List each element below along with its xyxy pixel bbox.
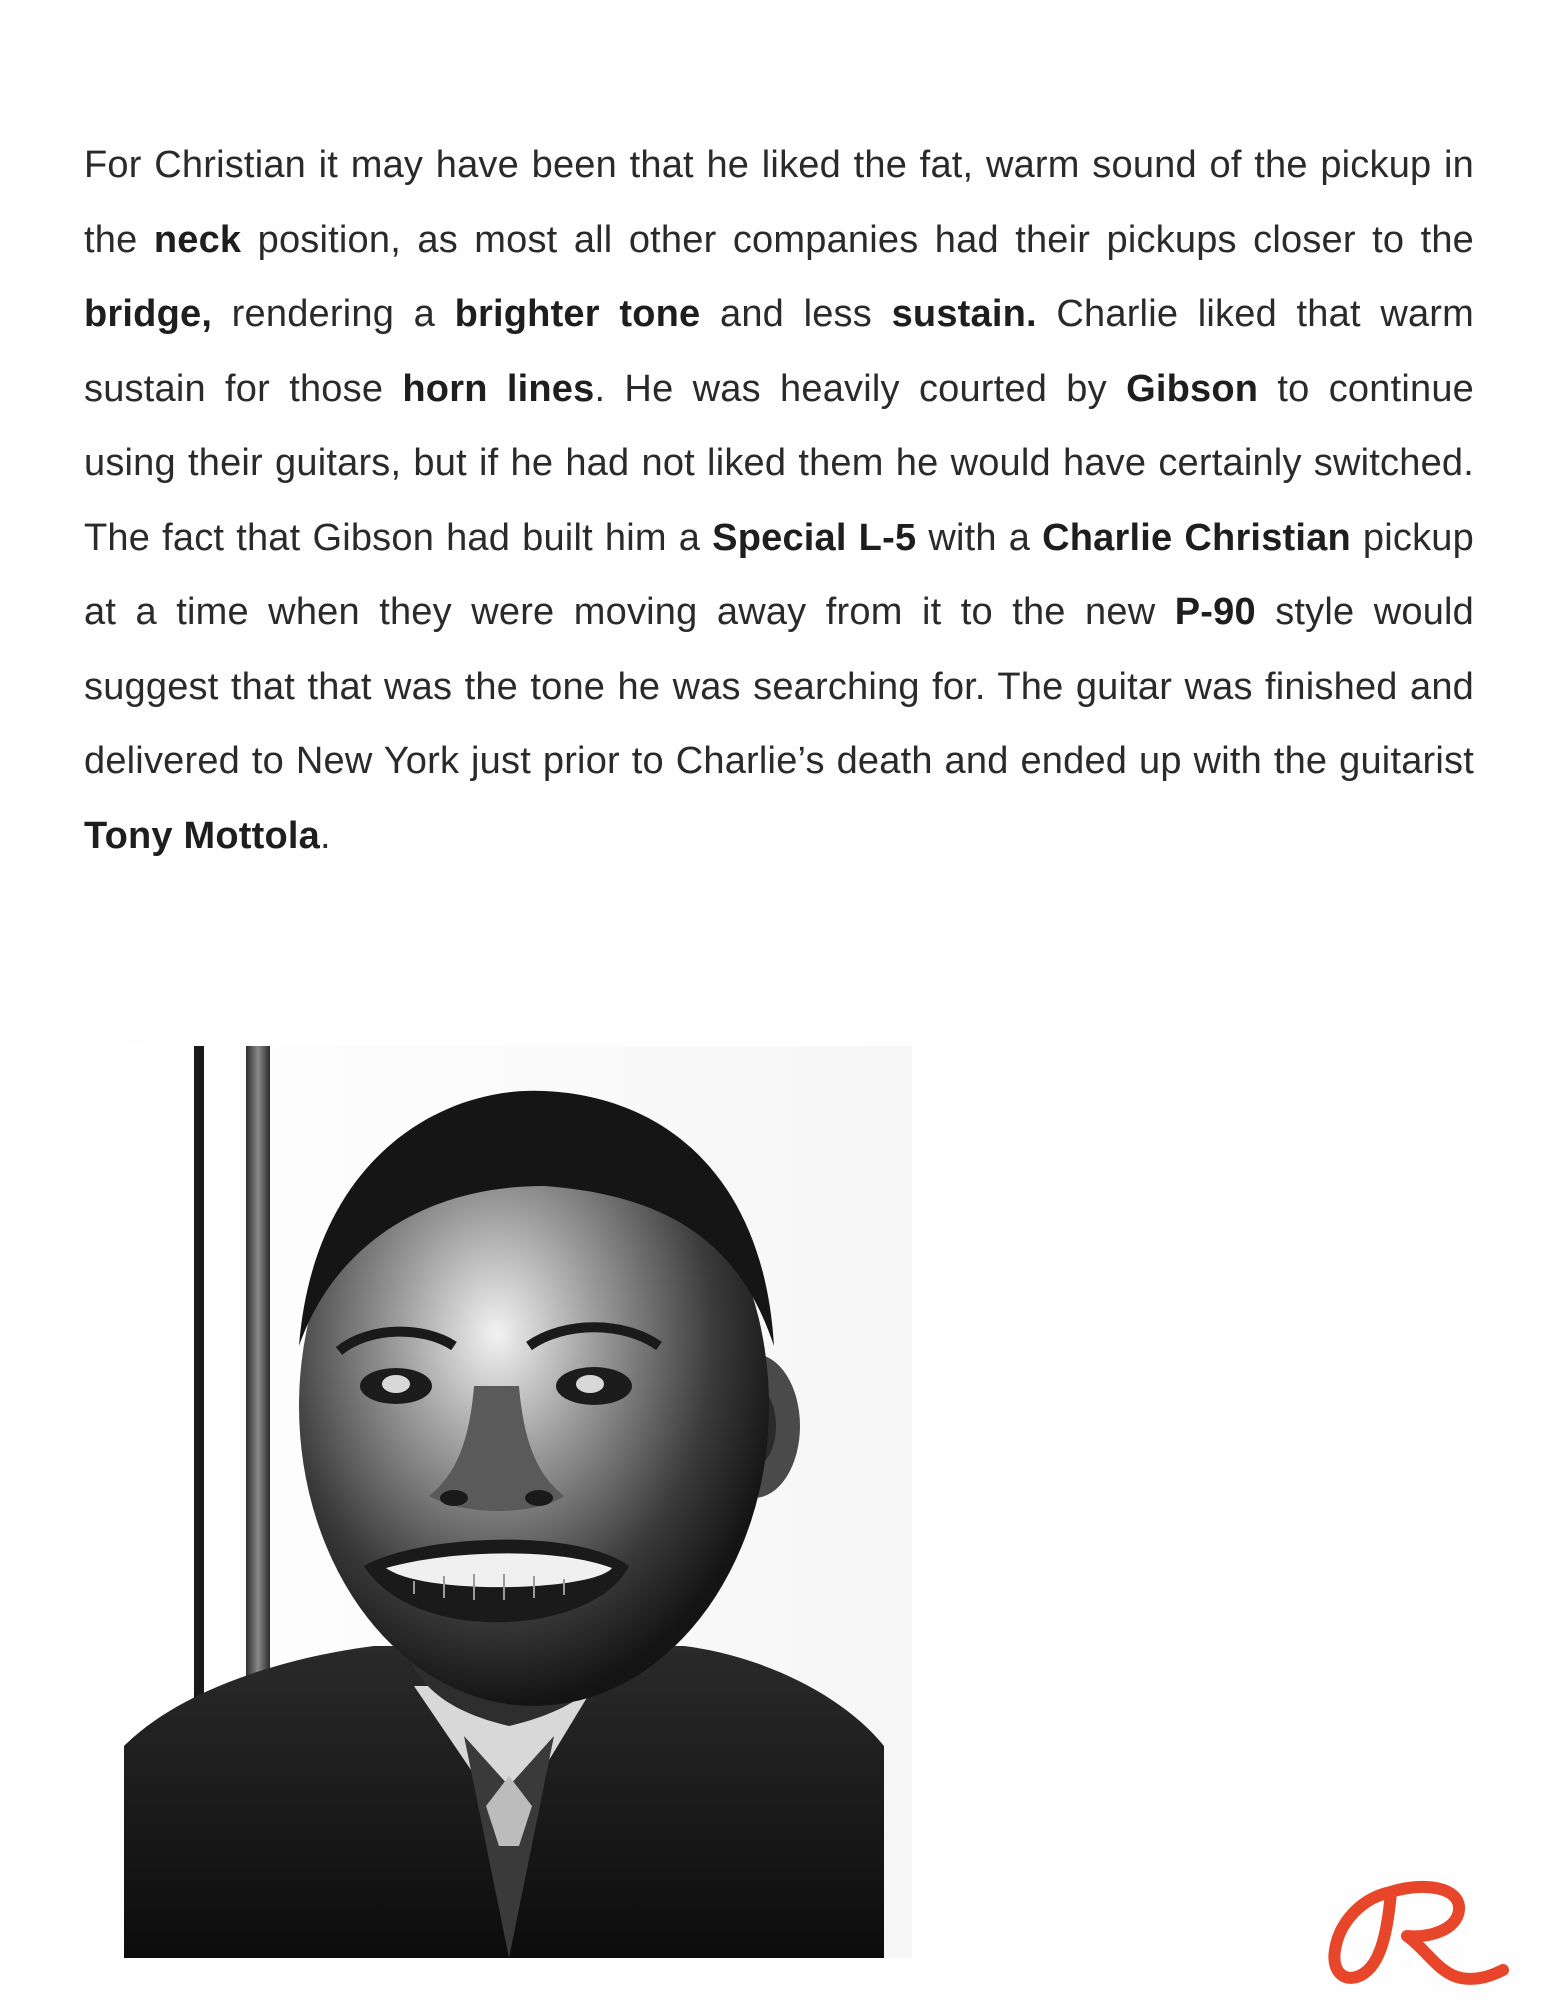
bold-term-charlie-christian: Charlie Christian bbox=[1042, 516, 1351, 559]
bold-term-sustain: sustain. bbox=[891, 293, 1037, 335]
paragraph-text-segment: For Christian it may have been that he liked the fat, warm sound of the pickup in the bbox=[84, 144, 1474, 261]
paragraph-text-segment: and less bbox=[700, 293, 892, 335]
paragraph-text-segment: Charlie liked that warm sustain for those bbox=[84, 293, 1475, 410]
paragraph-text-segment: . He was heavily courted by bbox=[594, 367, 1127, 410]
bold-term-special-l5: Special L-5 bbox=[712, 516, 917, 559]
bold-term-brighter-tone: brighter tone bbox=[454, 293, 701, 335]
bold-term-tony-mottola: Tony Mottola bbox=[84, 814, 320, 857]
bold-term-horn-lines: horn lines bbox=[402, 367, 595, 410]
paragraph-text-segment: position, as most all other companies had their pickups closer to the bbox=[241, 218, 1475, 261]
paragraph-text-segment: . bbox=[320, 814, 331, 857]
bold-term-gibson: Gibson bbox=[1126, 367, 1259, 410]
article-paragraph bbox=[84, 128, 1474, 873]
r-monogram-logo-icon bbox=[1321, 1878, 1511, 1990]
paragraph-text-segment: with a bbox=[916, 516, 1043, 559]
bold-term-p90: P-90 bbox=[1174, 591, 1256, 633]
paragraph-text-segment: pickup at a time when they were moving away from it to the new bbox=[84, 516, 1474, 633]
bold-term-bridge: bridge, bbox=[84, 293, 213, 335]
bold-term-neck: neck bbox=[153, 218, 242, 261]
portrait-photo-icon bbox=[124, 1046, 912, 1958]
paragraph-text-segment: style would suggest that that was the tone he was searching for. The guitar was finished and delivered to New York just prior to Charlie’s death and ended up with the guitarist bbox=[84, 591, 1475, 782]
paragraph-text-segment: to continue using their guitars, but if he had not liked them he would have certainly switched. The fact that Gibson had built him a bbox=[84, 367, 1474, 559]
paragraph-text-segment: rendering a bbox=[212, 293, 455, 335]
